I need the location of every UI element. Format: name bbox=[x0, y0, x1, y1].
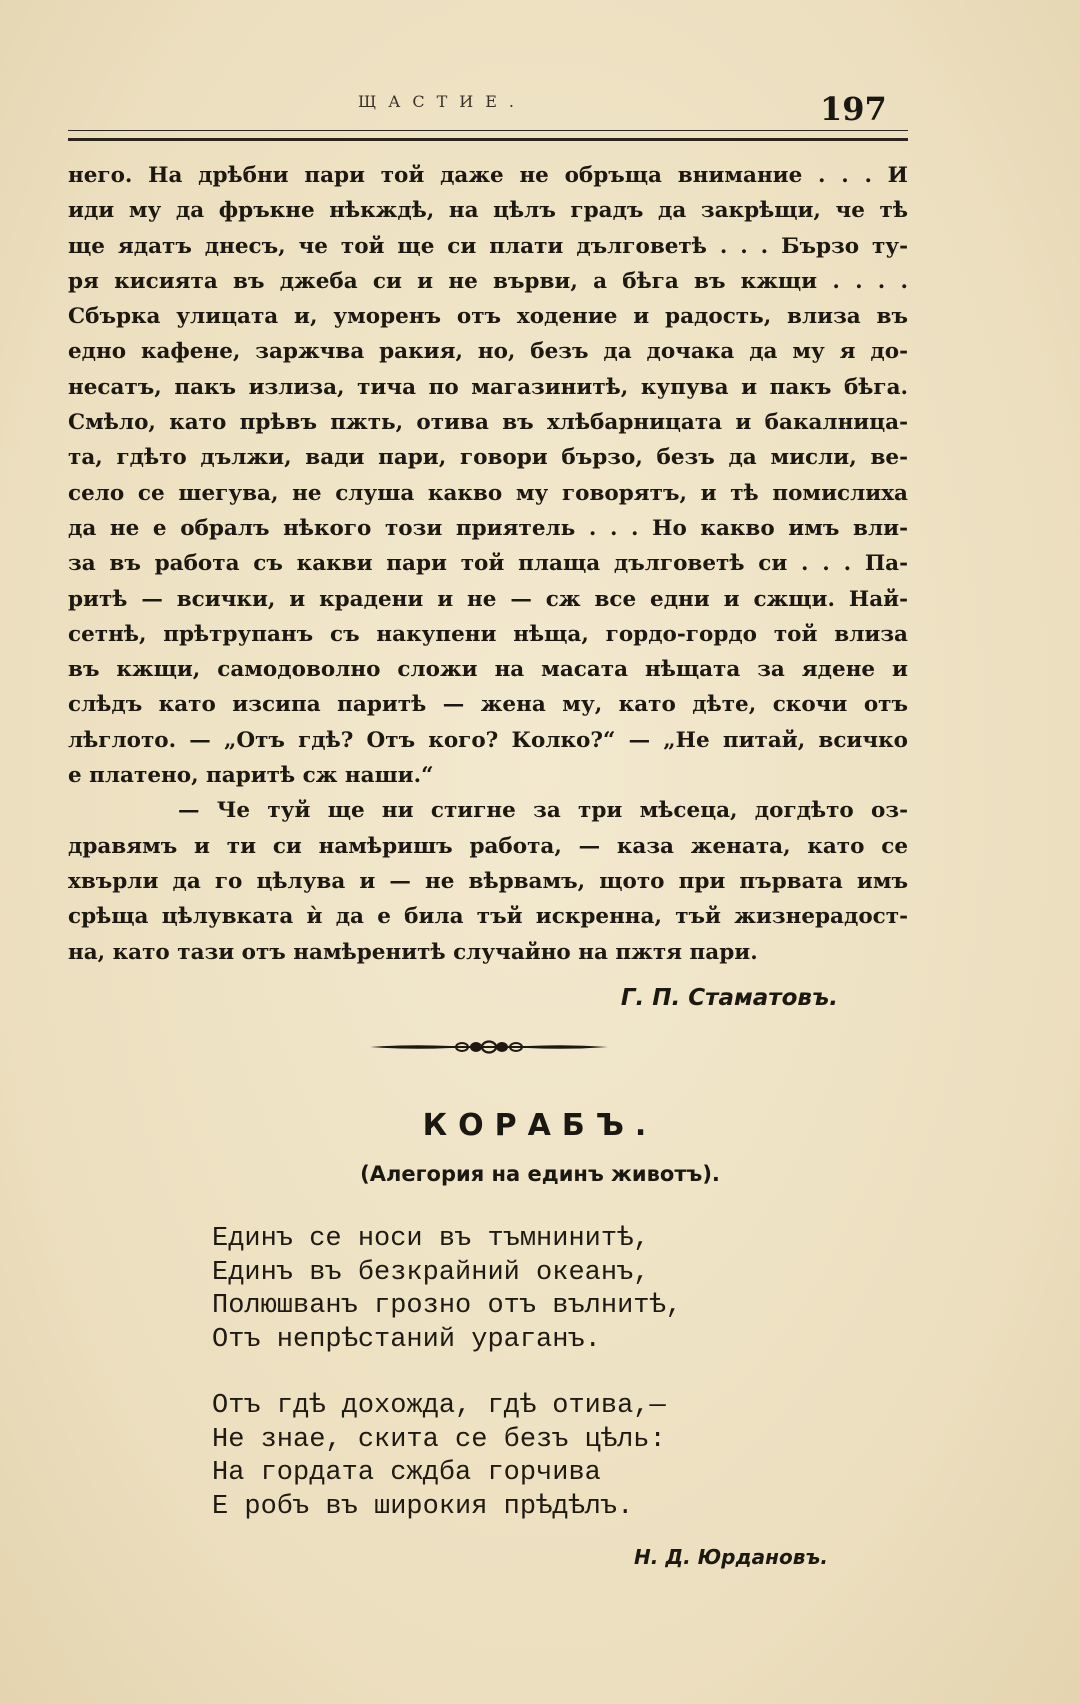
poem-author: Н. Д. Юрдановъ. bbox=[634, 1545, 828, 1569]
running-title: ЩАСТИЕ. bbox=[358, 92, 527, 111]
story-line: на, като тази отъ намѣренитѣ случайно на пжтя пари. bbox=[68, 939, 758, 965]
story-author: Г. П. Стаматовъ. bbox=[620, 985, 838, 1011]
story-line: — Че туй ще ни стигне за три мѣсеца, догдѣто оз- bbox=[178, 798, 908, 824]
story-line: слѣдъ като изсипа паритѣ — жена му, като дѣте, скочи отъ bbox=[68, 692, 908, 718]
header-double-rule bbox=[68, 130, 908, 141]
poem-line: На гордата сждба горчива bbox=[212, 1458, 601, 1488]
poem-title: КОРАБЪ. bbox=[422, 1108, 658, 1143]
page-number: 197 bbox=[820, 90, 887, 128]
story-line: за въ работа съ какви пари той плаща дълговетѣ си . . . Па- bbox=[68, 551, 908, 577]
story-line: сетнѣ, прѣтрупанъ съ накупени нѣща, гордо-гордо той влиза bbox=[68, 621, 908, 647]
story-line: едно кафене, заржчва ракия, но, безъ да дочака да му я до- bbox=[68, 339, 908, 365]
story-line: дравямъ и ти си намѣришъ работа, — каза жената, като се bbox=[68, 833, 908, 859]
story-line: лѣглото. — „Отъ гдѣ? Отъ кого? Колко?“ — „Не питай, всичко bbox=[68, 727, 908, 753]
poem-subtitle: (Алегория на единъ животъ). bbox=[360, 1162, 720, 1186]
story-line: село се шегува, не слуша какво му говорятъ, и тѣ помислиха bbox=[68, 480, 908, 506]
story-line: хвърли да го цѣлува и — не вѣрвамъ, щото при първата имъ bbox=[68, 868, 908, 894]
story-line: иди му да фръкне нѣкждѣ, на цѣлъ градъ да закрѣщи, че тѣ bbox=[68, 198, 908, 224]
poem-line: Единъ въ безкрайний океанъ, bbox=[212, 1257, 650, 1288]
poem-stanza-1 bbox=[212, 1223, 682, 1357]
poem-line: Не знае, скита се безъ цѣль: bbox=[212, 1424, 666, 1455]
story-line: да не е обралъ нѣкого този приятель . . . Но какво имъ вли- bbox=[68, 515, 908, 541]
poem-line: Единъ се носи въ тъмнинитѣ, bbox=[212, 1224, 650, 1254]
story-text bbox=[68, 158, 908, 970]
poem-stanza-2 bbox=[212, 1390, 666, 1524]
story-line: е платено, паритѣ сж наши.“ bbox=[68, 763, 434, 789]
story-line: Смѣло, като прѣвъ пжть, отива въ хлѣбарницата и бакалница- bbox=[68, 410, 908, 436]
poem-line: Отъ гдѣ дохожда, гдѣ отива,— bbox=[212, 1391, 666, 1421]
ornament-divider-icon bbox=[370, 1040, 608, 1054]
story-line: несатъ, пакъ излиза, тича по магазинитѣ, купува и пакъ бѣга. bbox=[68, 374, 908, 400]
story-line: ритѣ — всички, и крадени и не — сж все едни и сжщи. Най- bbox=[68, 586, 908, 612]
story-line: та, гдѣто дължи, вади пари, говори бързо, безъ да мисли, ве- bbox=[68, 445, 908, 471]
story-line: Сбърка улицата и, уморенъ отъ ходение и радость, влиза въ bbox=[68, 304, 908, 330]
story-line: срѣща цѣлувката ѝ да е била тъй искренна, тъй жизнерадост- bbox=[68, 904, 908, 930]
poem-line: Отъ непрѣстаний ураганъ. bbox=[212, 1324, 601, 1355]
story-line: въ кжщи, самодоволно сложи на масата нѣщата за ядене и bbox=[68, 657, 908, 683]
story-line: него. На дрѣбни пари той даже не обръща внимание . . . И bbox=[68, 163, 908, 188]
story-line: ря кисията въ джеба си и не върви, а бѣга въ кжщи . . . . bbox=[68, 268, 908, 294]
story-line: ще ядатъ днесъ, че той ще си плати дълговетѣ . . . Бързо ту- bbox=[68, 233, 908, 259]
poem-line: Е робъ въ широкия прѣдѣлъ. bbox=[212, 1491, 634, 1522]
poem-line: Полюшванъ грозно отъ вълнитѣ, bbox=[212, 1291, 682, 1321]
